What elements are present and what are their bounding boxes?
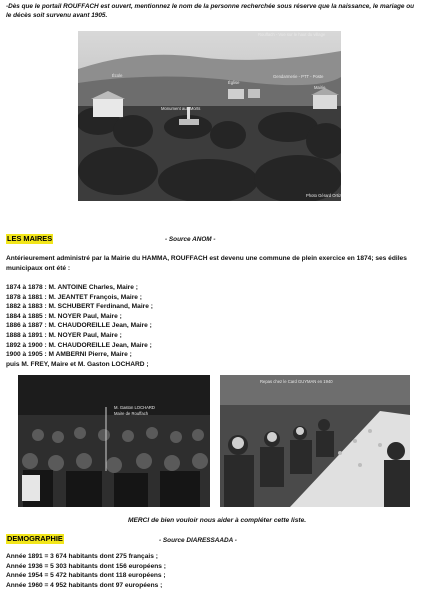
label-credit: Photo Gérard Ortiz [306, 193, 341, 198]
label-mairie: Mairie [314, 85, 326, 90]
village-view-photo [78, 31, 341, 201]
lochard-label-1: M. Gaston LOCHARD [114, 405, 155, 410]
list-item: Année 1960 = 4 952 habitants dont 97 européens ; [6, 581, 163, 589]
assembly-photo [18, 375, 210, 507]
list-item: 1886 à 1887 : M. CHAUDOREILLE Jean, Maire ; [6, 322, 152, 330]
list-item: 1892 à 1900 : M. CHAUDOREILLE Jean, Maire ; [6, 341, 152, 349]
maires-source: - Source ANOM - [165, 236, 216, 243]
list-item: 1882 à 1883 : M. SCHUBERT Ferdinand, Maire ; [6, 303, 153, 311]
maires-list [6, 283, 153, 369]
banquet-caption: Repas chez le Card GUYMAN en 1940 [260, 379, 333, 384]
intro-text: -Dès que le portail ROUFFACH est ouvert, mentionnez le nom de la personne recherchée sous réserve que la naissance, le mariage ou le décès soit survenu avant 1905. [6, 3, 415, 19]
list-item: Année 1891 = 3 674 habitants dont 275 français ; [6, 553, 158, 560]
list-item: puis M. FREY, Maire et M. Gaston LOCHARD ; [6, 360, 149, 368]
list-item: 1884 à 1885 : M. NOYER Paul, Maire ; [6, 312, 122, 320]
label-gendarmerie: Gendarmerie - PTT - Poste [273, 74, 324, 79]
list-item: Année 1936 = 5 303 habitants dont 156 européens ; [6, 562, 166, 570]
maires-title: LES MAIRES [7, 234, 53, 243]
label-eglise: Église [228, 80, 240, 85]
label-monument: Monument aux Morts [161, 106, 201, 111]
list-item: 1878 à 1881 : M. JEANTET François, Maire ; [6, 293, 142, 301]
list-item: Année 1954 = 5 472 habitants dont 118 européens ; [6, 572, 166, 580]
caption-top: Rouffach - Vue sur le haut du village [258, 32, 326, 37]
lochard-label-2: Maire de Rouffach [114, 411, 149, 416]
banquet-photo [220, 375, 410, 507]
list-item: 1888 à 1891 : M. NOYER Paul, Maire ; [6, 331, 122, 339]
demographie-title: DEMOGRAPHIE [7, 534, 63, 543]
demographie-source: - Source DIARESSAADA - [159, 537, 237, 544]
list-item: 1900 à 1905 : M AMBERNI Pierre, Maire ; [6, 351, 132, 359]
label-ecole: École [112, 73, 123, 78]
list-item: 1874 à 1878 : M. ANTOINE Charles, Maire ; [6, 284, 138, 291]
demographie-list [6, 552, 166, 590]
maires-intro: Antérieurement administré par la Mairie du HAMMA, ROUFFACH est devenu une commune de plein exercice en 1874; ses édiles municipaux ont été : [6, 255, 407, 272]
merci-note: MERCI de bien vouloir nous aider à compléter cette liste. [128, 517, 307, 524]
